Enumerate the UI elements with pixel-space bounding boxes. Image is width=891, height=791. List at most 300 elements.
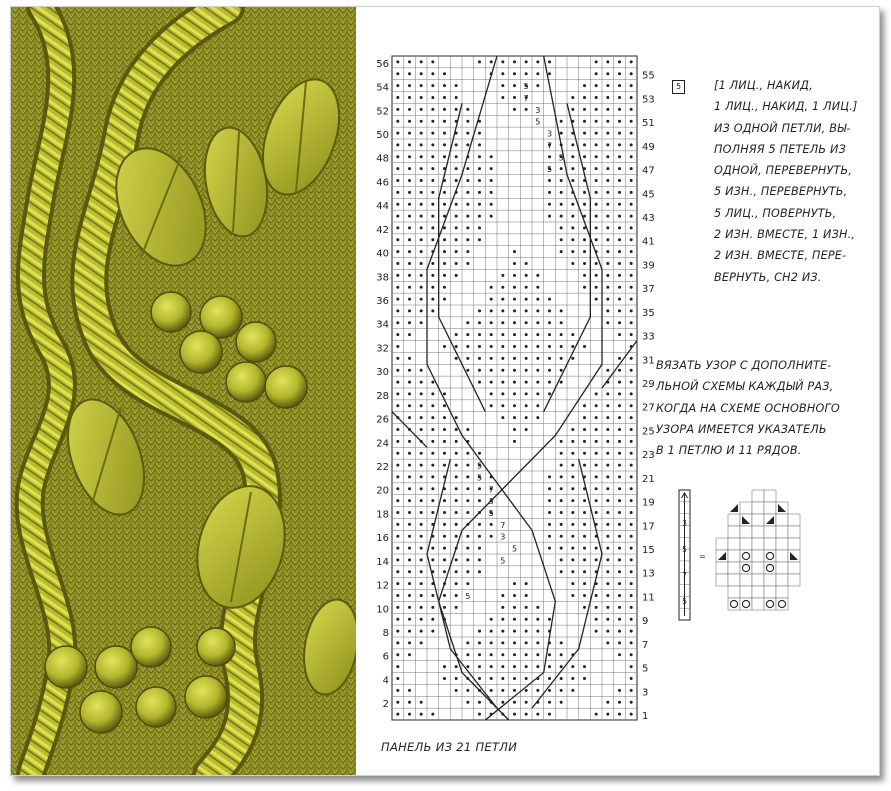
- purl-dot: [443, 535, 446, 538]
- purl-dot: [466, 499, 469, 502]
- purl-dot: [408, 653, 411, 656]
- purl-dot: [595, 286, 598, 289]
- purl-dot: [571, 203, 574, 206]
- purl-dot: [606, 132, 609, 135]
- purl-dot: [478, 143, 481, 146]
- purl-dot: [571, 357, 574, 360]
- purl-dot: [396, 286, 399, 289]
- purl-dot: [630, 238, 633, 241]
- purl-dot: [501, 381, 504, 384]
- purl-dot: [455, 689, 458, 692]
- purl-dot: [455, 167, 458, 170]
- purl-dot: [630, 321, 633, 324]
- purl-dot: [630, 499, 633, 502]
- purl-dot: [595, 499, 598, 502]
- purl-dot: [455, 523, 458, 526]
- mini-cell: [728, 550, 740, 562]
- purl-dot: [536, 333, 539, 336]
- purl-dot: [513, 630, 516, 633]
- purl-dot: [618, 369, 621, 372]
- legend-line: 1 ЛИЦ., НАКИД, 1 ЛИЦ.]: [714, 100, 858, 114]
- purl-dot: [618, 60, 621, 63]
- purl-dot: [420, 132, 423, 135]
- purl-dot: [583, 440, 586, 443]
- purl-dot: [595, 416, 598, 419]
- mini-cell: [776, 598, 788, 610]
- purl-dot: [571, 262, 574, 265]
- row-number: 35: [642, 307, 655, 319]
- purl-dot: [396, 701, 399, 704]
- mini-cell: [728, 586, 740, 598]
- purl-dot: [618, 630, 621, 633]
- purl-dot: [408, 535, 411, 538]
- purl-dot: [548, 191, 551, 194]
- purl-dot: [431, 713, 434, 716]
- purl-dot: [396, 84, 399, 87]
- page-frame: [10, 6, 880, 776]
- purl-dot: [396, 179, 399, 182]
- purl-dot: [478, 238, 481, 241]
- purl-dot: [595, 440, 598, 443]
- purl-dot: [431, 238, 434, 241]
- purl-dot: [595, 167, 598, 170]
- row-number: 6: [382, 651, 389, 663]
- purl-dot: [525, 630, 528, 633]
- purl-dot: [630, 606, 633, 609]
- purl-dot: [606, 143, 609, 146]
- purl-dot: [408, 250, 411, 253]
- purl-dot: [583, 535, 586, 538]
- purl-dot: [408, 440, 411, 443]
- row-number: 25: [642, 426, 655, 438]
- purl-dot: [420, 262, 423, 265]
- purl-dot: [618, 238, 621, 241]
- purl-dot: [478, 60, 481, 63]
- purl-dot: [478, 226, 481, 229]
- purl-dot: [606, 321, 609, 324]
- purl-dot: [548, 345, 551, 348]
- purl-dot: [443, 677, 446, 680]
- purl-dot: [560, 250, 563, 253]
- purl-dot: [548, 357, 551, 360]
- note-line: КОГДА НА СХЕМЕ ОСНОВНОГО: [656, 401, 840, 415]
- legend-text: [714, 75, 864, 288]
- mini-cell: [728, 574, 740, 586]
- purl-dot: [455, 416, 458, 419]
- mini-cell: [740, 598, 752, 610]
- purl-dot: [630, 630, 633, 633]
- purl-dot: [478, 381, 481, 384]
- purl-dot: [431, 120, 434, 123]
- purl-dot: [583, 558, 586, 561]
- purl-dot: [630, 416, 633, 419]
- purl-dot: [408, 357, 411, 360]
- mini-cell: [764, 490, 776, 502]
- purl-dot: [571, 250, 574, 253]
- purl-dot: [525, 428, 528, 431]
- purl-dot: [396, 143, 399, 146]
- cell-mark: 5: [476, 461, 483, 471]
- purl-dot: [443, 547, 446, 550]
- strip-mark: 5: [682, 597, 687, 606]
- row-number: 54: [376, 82, 389, 94]
- purl-dot: [408, 321, 411, 324]
- purl-dot: [443, 155, 446, 158]
- row-number: 20: [376, 485, 389, 497]
- purl-dot: [431, 286, 434, 289]
- berry-detail-chart: [716, 490, 800, 610]
- purl-dot: [548, 618, 551, 621]
- purl-dot: [536, 298, 539, 301]
- row-number: 34: [376, 319, 389, 331]
- mini-cell: [764, 598, 776, 610]
- purl-dot: [513, 357, 516, 360]
- purl-dot: [525, 333, 528, 336]
- purl-dot: [466, 191, 469, 194]
- purl-dot: [420, 96, 423, 99]
- purl-dot: [466, 108, 469, 111]
- purl-dot: [408, 464, 411, 467]
- purl-dot: [606, 215, 609, 218]
- purl-dot: [396, 226, 399, 229]
- purl-dot: [595, 132, 598, 135]
- purl-dot: [408, 594, 411, 597]
- purl-dot: [431, 191, 434, 194]
- purl-dot: [490, 665, 493, 668]
- row-number: 23: [642, 450, 655, 462]
- row-number: 13: [642, 568, 655, 580]
- purl-dot: [396, 535, 399, 538]
- purl-dot: [431, 475, 434, 478]
- purl-dot: [396, 440, 399, 443]
- mini-cell: [788, 526, 800, 538]
- purl-dot: [525, 309, 528, 312]
- purl-dot: [478, 191, 481, 194]
- purl-dot: [560, 701, 563, 704]
- purl-dot: [490, 535, 493, 538]
- row-number: 42: [376, 224, 389, 236]
- mini-cell: [776, 526, 788, 538]
- purl-dot: [455, 535, 458, 538]
- purl-dot: [618, 416, 621, 419]
- purl-dot: [525, 381, 528, 384]
- purl-dot: [513, 416, 516, 419]
- auxiliary-strip-chart: [679, 490, 706, 620]
- purl-dot: [431, 60, 434, 63]
- purl-dot: [571, 535, 574, 538]
- purl-dot: [630, 547, 633, 550]
- purl-dot: [618, 713, 621, 716]
- purl-dot: [420, 416, 423, 419]
- purl-dot: [408, 570, 411, 573]
- purl-dot: [501, 84, 504, 87]
- purl-dot: [595, 143, 598, 146]
- purl-dot: [455, 582, 458, 585]
- purl-dot: [595, 179, 598, 182]
- purl-dot: [536, 84, 539, 87]
- purl-dot: [595, 547, 598, 550]
- mini-cell: [788, 562, 800, 574]
- purl-dot: [478, 309, 481, 312]
- purl-dot: [630, 701, 633, 704]
- mini-cell: [764, 562, 776, 574]
- purl-dot: [571, 452, 574, 455]
- purl-dot: [595, 298, 598, 301]
- row-number: 40: [376, 248, 389, 260]
- purl-dot: [420, 452, 423, 455]
- purl-dot: [455, 464, 458, 467]
- purl-dot: [466, 547, 469, 550]
- purl-dot: [490, 60, 493, 63]
- purl-dot: [455, 452, 458, 455]
- purl-dot: [408, 499, 411, 502]
- purl-dot: [466, 535, 469, 538]
- purl-dot: [606, 570, 609, 573]
- purl-dot: [420, 381, 423, 384]
- purl-dot: [455, 179, 458, 182]
- purl-dot: [560, 440, 563, 443]
- purl-dot: [408, 701, 411, 704]
- purl-dot: [420, 226, 423, 229]
- purl-dot: [420, 606, 423, 609]
- purl-dot: [630, 689, 633, 692]
- legend-line: 5 ЛИЦ., ПОВЕРНУТЬ,: [714, 206, 837, 220]
- purl-dot: [443, 404, 446, 407]
- mini-cell: [752, 574, 764, 586]
- purl-dot: [583, 523, 586, 526]
- purl-dot: [630, 143, 633, 146]
- purl-dot: [455, 215, 458, 218]
- mini-cell: [752, 550, 764, 562]
- purl-dot: [618, 120, 621, 123]
- purl-dot: [618, 641, 621, 644]
- purl-dot: [630, 357, 633, 360]
- purl-dot: [431, 298, 434, 301]
- purl-dot: [571, 677, 574, 680]
- purl-dot: [595, 191, 598, 194]
- purl-dot: [513, 653, 516, 656]
- row-number: 50: [376, 130, 389, 141]
- purl-dot: [478, 345, 481, 348]
- purl-dot: [396, 262, 399, 265]
- purl-dot: [618, 475, 621, 478]
- purl-dot: [478, 132, 481, 135]
- purl-dot: [606, 298, 609, 301]
- purl-dot: [525, 713, 528, 716]
- strip-mark: 3: [682, 519, 687, 528]
- purl-dot: [618, 203, 621, 206]
- purl-dot: [548, 475, 551, 478]
- purl-dot: [396, 369, 399, 372]
- purl-dot: [513, 345, 516, 348]
- purl-dot: [536, 606, 539, 609]
- purl-dot: [420, 108, 423, 111]
- row-number: 43: [642, 213, 655, 224]
- purl-dot: [536, 357, 539, 360]
- purl-dot: [513, 274, 516, 277]
- purl-dot: [606, 701, 609, 704]
- purl-dot: [536, 404, 539, 407]
- purl-dot: [513, 641, 516, 644]
- purl-dot: [408, 203, 411, 206]
- purl-dot: [606, 582, 609, 585]
- row-number: 17: [642, 521, 655, 533]
- purl-dot: [396, 570, 399, 573]
- purl-dot: [548, 677, 551, 680]
- purl-dot: [525, 60, 528, 63]
- legend-line: ОДНОЙ, ПЕРЕВЕРНУТЬ,: [714, 164, 853, 178]
- purl-dot: [606, 464, 609, 467]
- purl-dot: [618, 511, 621, 514]
- purl-dot: [420, 582, 423, 585]
- purl-dot: [618, 499, 621, 502]
- purl-dot: [501, 689, 504, 692]
- purl-dot: [595, 464, 598, 467]
- purl-dot: [630, 286, 633, 289]
- purl-dot: [443, 250, 446, 253]
- purl-dot: [408, 511, 411, 514]
- purl-dot: [431, 132, 434, 135]
- purl-dot: [560, 191, 563, 194]
- purl-dot: [606, 606, 609, 609]
- purl-dot: [618, 191, 621, 194]
- purl-dot: [408, 108, 411, 111]
- purl-dot: [571, 333, 574, 336]
- purl-dot: [478, 155, 481, 158]
- purl-dot: [501, 357, 504, 360]
- purl-dot: [595, 238, 598, 241]
- row-number: 19: [642, 497, 655, 509]
- purl-dot: [466, 321, 469, 324]
- purl-dot: [536, 618, 539, 621]
- purl-dot: [630, 298, 633, 301]
- purl-dot: [420, 179, 423, 182]
- purl-dot: [478, 630, 481, 633]
- purl-dot: [431, 381, 434, 384]
- purl-dot: [536, 392, 539, 395]
- purl-dot: [396, 606, 399, 609]
- purl-dot: [478, 677, 481, 680]
- purl-dot: [560, 309, 563, 312]
- purl-dot: [396, 120, 399, 123]
- purl-dot: [420, 274, 423, 277]
- purl-dot: [630, 381, 633, 384]
- row-number: 2: [382, 699, 389, 711]
- purl-dot: [536, 653, 539, 656]
- purl-dot: [513, 96, 516, 99]
- purl-dot: [396, 547, 399, 550]
- purl-dot: [583, 191, 586, 194]
- purl-dot: [630, 570, 633, 573]
- purl-dot: [408, 96, 411, 99]
- purl-dot: [513, 665, 516, 668]
- purl-dot: [525, 262, 528, 265]
- purl-dot: [420, 464, 423, 467]
- purl-dot: [525, 689, 528, 692]
- purl-dot: [420, 191, 423, 194]
- purl-dot: [501, 653, 504, 656]
- purl-dot: [618, 392, 621, 395]
- purl-dot: [630, 120, 633, 123]
- purl-dot: [618, 143, 621, 146]
- purl-dot: [420, 309, 423, 312]
- purl-dot: [501, 309, 504, 312]
- purl-dot: [595, 713, 598, 716]
- purl-dot: [396, 203, 399, 206]
- purl-dot: [408, 689, 411, 692]
- purl-dot: [571, 570, 574, 573]
- purl-dot: [455, 594, 458, 597]
- purl-dot: [525, 345, 528, 348]
- purl-dot: [548, 547, 551, 550]
- purl-dot: [618, 298, 621, 301]
- purl-dot: [618, 357, 621, 360]
- purl-dot: [478, 499, 481, 502]
- purl-dot: [618, 464, 621, 467]
- purl-dot: [431, 274, 434, 277]
- purl-dot: [490, 345, 493, 348]
- purl-dot: [630, 155, 633, 158]
- purl-dot: [525, 321, 528, 324]
- purl-dot: [548, 60, 551, 63]
- row-number: 14: [376, 556, 389, 568]
- purl-dot: [501, 72, 504, 75]
- purl-dot: [583, 203, 586, 206]
- row-number: 26: [376, 414, 389, 426]
- mini-cell: [728, 598, 740, 610]
- purl-dot: [571, 155, 574, 158]
- purl-dot: [420, 641, 423, 644]
- purl-dot: [560, 535, 563, 538]
- row-number: 21: [642, 473, 655, 485]
- purl-dot: [583, 238, 586, 241]
- purl-dot: [618, 689, 621, 692]
- purl-dot: [560, 369, 563, 372]
- purl-dot: [466, 215, 469, 218]
- purl-dot: [396, 475, 399, 478]
- purl-dot: [525, 582, 528, 585]
- purl-dot: [455, 333, 458, 336]
- purl-dot: [443, 72, 446, 75]
- row-number: 52: [376, 106, 389, 118]
- purl-dot: [396, 333, 399, 336]
- purl-dot: [431, 606, 434, 609]
- purl-dot: [548, 321, 551, 324]
- purl-dot: [478, 321, 481, 324]
- purl-dot: [443, 570, 446, 573]
- purl-dot: [443, 665, 446, 668]
- purl-dot: [513, 321, 516, 324]
- purl-dot: [455, 108, 458, 111]
- purl-dot: [630, 535, 633, 538]
- purl-dot: [536, 60, 539, 63]
- purl-dot: [396, 96, 399, 99]
- purl-dot: [548, 701, 551, 704]
- purl-dot: [630, 641, 633, 644]
- cell-mark: 5: [476, 473, 483, 483]
- purl-dot: [443, 120, 446, 123]
- purl-dot: [571, 523, 574, 526]
- purl-dot: [443, 274, 446, 277]
- purl-dot: [466, 487, 469, 490]
- purl-dot: [490, 357, 493, 360]
- mini-cell: [716, 574, 728, 586]
- purl-dot: [606, 428, 609, 431]
- purl-dot: [420, 84, 423, 87]
- purl-dot: [501, 321, 504, 324]
- purl-dot: [595, 274, 598, 277]
- purl-dot: [466, 238, 469, 241]
